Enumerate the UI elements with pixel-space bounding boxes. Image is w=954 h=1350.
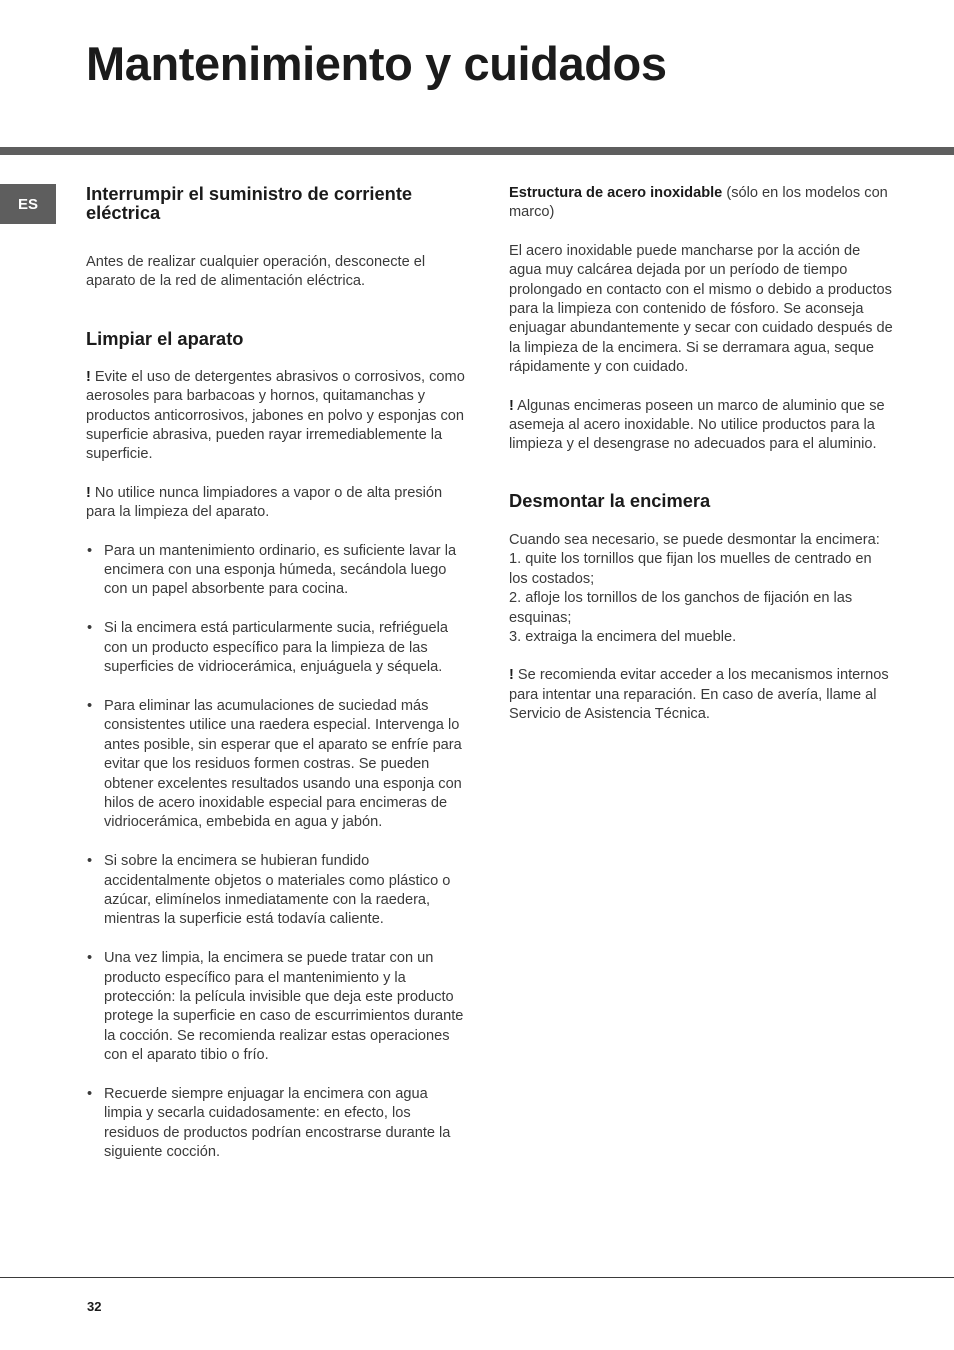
bullet-icon: • (87, 697, 93, 714)
warning-abrasives-text: Evite el uso de detergentes abrasivos o corrosivos, como aerosoles para barbacoas y hornos, quitamanchas y productos anticorrosivos, jabones en polvo y esponjas con superficie abrasiva, pueden rayar irremediablemente la superficie. (86, 368, 465, 463)
bullet-icon: • (87, 1085, 93, 1102)
list-item-text: Una vez limpia, la encimera se puede tratar con un producto específico para el mantenimiento y la protección: la película invisible que deja este producto protege la superficie en caso de escurrimientos durante la cocción. Se recomienda realizar estas operaciones con el aparato tibio o frío. (104, 950, 464, 1064)
bullet-icon: • (87, 853, 93, 870)
warning-mechanisms-text: Se recomienda evitar acceder a los mecanismos internos para intentar una reparación. En caso de avería, llame al Servicio de Asistencia Técnica. (509, 667, 889, 723)
bullet-icon: • (87, 950, 93, 967)
list-item (86, 697, 468, 833)
list-item (86, 1085, 468, 1163)
warning-steam-text: No utilice nunca limpiadores a vapor o de alta presión para la limpieza del aparato. (86, 484, 443, 521)
list-item (86, 949, 468, 1065)
header-divider-bar (0, 147, 954, 155)
list-item (86, 542, 468, 600)
page-title: Mantenimiento y cuidados (86, 37, 667, 90)
warning-icon: ! (86, 484, 91, 501)
list-item-text: Para un mantenimiento ordinario, es suficiente lavar la encimera con una esponja húmeda, secándola luego con un papel absorbente para cocina. (104, 542, 457, 598)
stainless-steel-note: (sólo en los modelos con marco) (509, 185, 888, 221)
page-number: 32 (87, 1299, 102, 1314)
list-item-text: Si la encimera está particularmente sucia, refriéguela con un producto específico para la limpieza de las superficies de vidriocerámica, enjuáguela y séquela. (104, 620, 448, 676)
section-heading-cleaning: Limpiar el aparato (86, 327, 244, 349)
bullet-icon: • (87, 620, 93, 637)
footer-divider (0, 1277, 954, 1278)
right-column (509, 184, 893, 725)
warning-aluminium (509, 397, 893, 455)
bullet-icon: • (87, 542, 93, 559)
list-item-text: Para eliminar las acumulaciones de suciedad más consistentes utilice una raedera especial. Intervenga lo antes posible, sin esperar que el aparato se enfríe para evitar que los residuos formen costras. Se pueden obtener excelentes resultados usando una esponja con hilos de acero inoxidable especial para encimeras de vidriocerámica, embebida en agua y jabón. (104, 697, 462, 831)
warning-icon: ! (509, 667, 514, 684)
list-item (86, 619, 468, 677)
stainless-steel-paragraph: El acero inoxidable puede mancharse por la acción de agua muy calcárea dejada por un período de tiempo prolongado en contacto con el mismo o debido a productos para la limpieza con contenido de fósforo. Se aconseja enjuagar abundantemente y secar con cuidado después de la limpieza de la encimera. Si se derramara agua, seque rápidamente y con cuidado. (509, 242, 893, 376)
warning-icon: ! (86, 368, 91, 385)
list-item-text: Si sobre la encimera se hubieran fundido accidentalmente objetos o materiales como plástico o azúcar, elimínelos inmediatamente con la raedera, mientras la superficie está todavía caliente. (104, 853, 451, 928)
stainless-steel-title: Estructura de acero inoxidable (509, 185, 723, 201)
warning-aluminium-text: Algunas encimeras poseen un marco de aluminio que se asemeja al acero inoxidable. No utilice productos para la limpieza y el desengrase no adecuados para el aluminio. (509, 397, 885, 453)
section-heading-power: Interrumpir el suministro de corriente eléctrica (86, 183, 413, 223)
warning-abrasives (86, 368, 468, 465)
dismount-step-2: 2. afloje los tornillos de los ganchos de fijación en las esquinas; (509, 590, 853, 626)
warning-steam (86, 484, 468, 523)
warning-icon: ! (509, 397, 514, 414)
stainless-steel-heading (509, 184, 893, 223)
cleaning-bullet-list (86, 542, 468, 1163)
list-item (86, 852, 468, 930)
dismount-step-1: 1. quite los tornillos que fijan los muelles de centrado en los costados; (509, 551, 872, 587)
dismount-intro: Cuando sea necesario, se puede desmontar la encimera: (509, 531, 880, 548)
list-item-text: Recuerde siempre enjuagar la encimera con agua limpia y secarla cuidadosamente: en efecto, los residuos de productos podrían encostrarse durante la siguiente cocción. (104, 1085, 451, 1161)
left-column (86, 184, 468, 1163)
language-tab: ES (0, 184, 56, 224)
section-heading-dismount: Desmontar la encimera (509, 489, 711, 511)
power-paragraph: Antes de realizar cualquier operación, desconecte el aparato de la red de alimentación eléctrica. (86, 254, 426, 290)
dismount-step-3: 3. extraiga la encimera del mueble. (509, 628, 737, 645)
warning-mechanisms (509, 666, 893, 724)
